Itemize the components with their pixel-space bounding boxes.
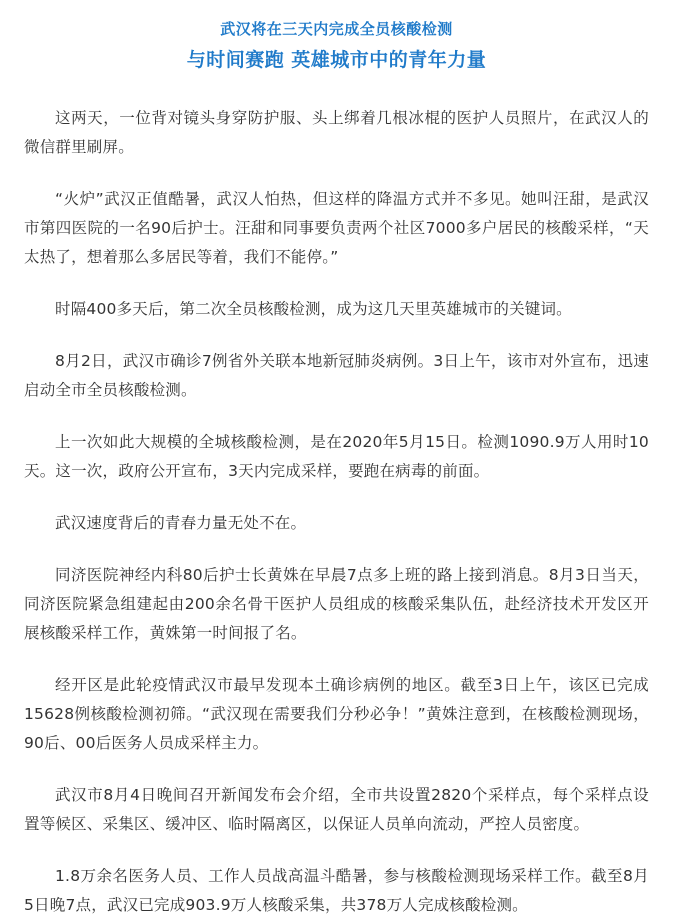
paragraph: 1.8万余名医务人员、工作人员战高温斗酷暑，参与核酸检测现场采样工作。截至8月5日晚7点，武汉已完成903.9万人核酸采集，共378万人完成核酸检测。 (24, 867, 649, 914)
paragraph: 8月2日，武汉市确诊7例省外关联本地新冠肺炎病例。3日上午，该市对外宣布，迅速启动全市全员核酸检测。 (24, 352, 649, 399)
article-subtitle: 武汉将在三天内完成全员核酸检测 (220, 20, 453, 38)
paragraph: 经开区是此轮疫情武汉市最早发现本土确诊病例的地区。截至3日上午，该区已完成15628例核酸检测初筛。“武汉现在需要我们分秒必争！”黄姝注意到，在核酸检测现场，90后、00后医务人员成采样主力。 (24, 676, 649, 752)
paragraph: 武汉市8月4日晚间召开新闻发布会介绍，全市共设置2820个采样点，每个采样点设置等候区、采集区、缓冲区、临时隔离区，以保证人员单向流动，严控人员密度。 (24, 786, 649, 833)
paragraph: 上一次如此大规模的全城核酸检测，是在2020年5月15日。检测1090.9万人用时10天。这一次，政府公开宣布，3天内完成采样，要跑在病毒的前面。 (24, 433, 649, 480)
paragraph: 时隔400多天后，第二次全员核酸检测，成为这几天里英雄城市的关键词。 (55, 300, 572, 318)
article-body (24, 104, 649, 920)
paragraph: 武汉速度背后的青春力量无处不在。 (55, 514, 307, 532)
paragraph: 这两天，一位背对镜头身穿防护服、头上绑着几根冰棍的医护人员照片，在武汉人的微信群里刷屏。 (24, 109, 649, 156)
paragraph: “火炉”武汉正值酷暑，武汉人怕热，但这样的降温方式并不多见。她叫汪甜，是武汉市第四医院的一名90后护士。汪甜和同事要负责两个社区7000多户居民的核酸采样，“天太热了，想着那么多居民等着，我们不能停。” (24, 190, 649, 266)
article-title: 与时间赛跑 英雄城市中的青年力量 (186, 49, 487, 71)
paragraph: 同济医院神经内科80后护士长黄姝在早晨7点多上班的路上接到消息。8月3日当天，同济医院紧急组建起由200余名骨干医护人员组成的核酸采集队伍，赴经济技术开发区开展核酸采样工作，黄姝第一时间报了名。 (24, 566, 649, 642)
